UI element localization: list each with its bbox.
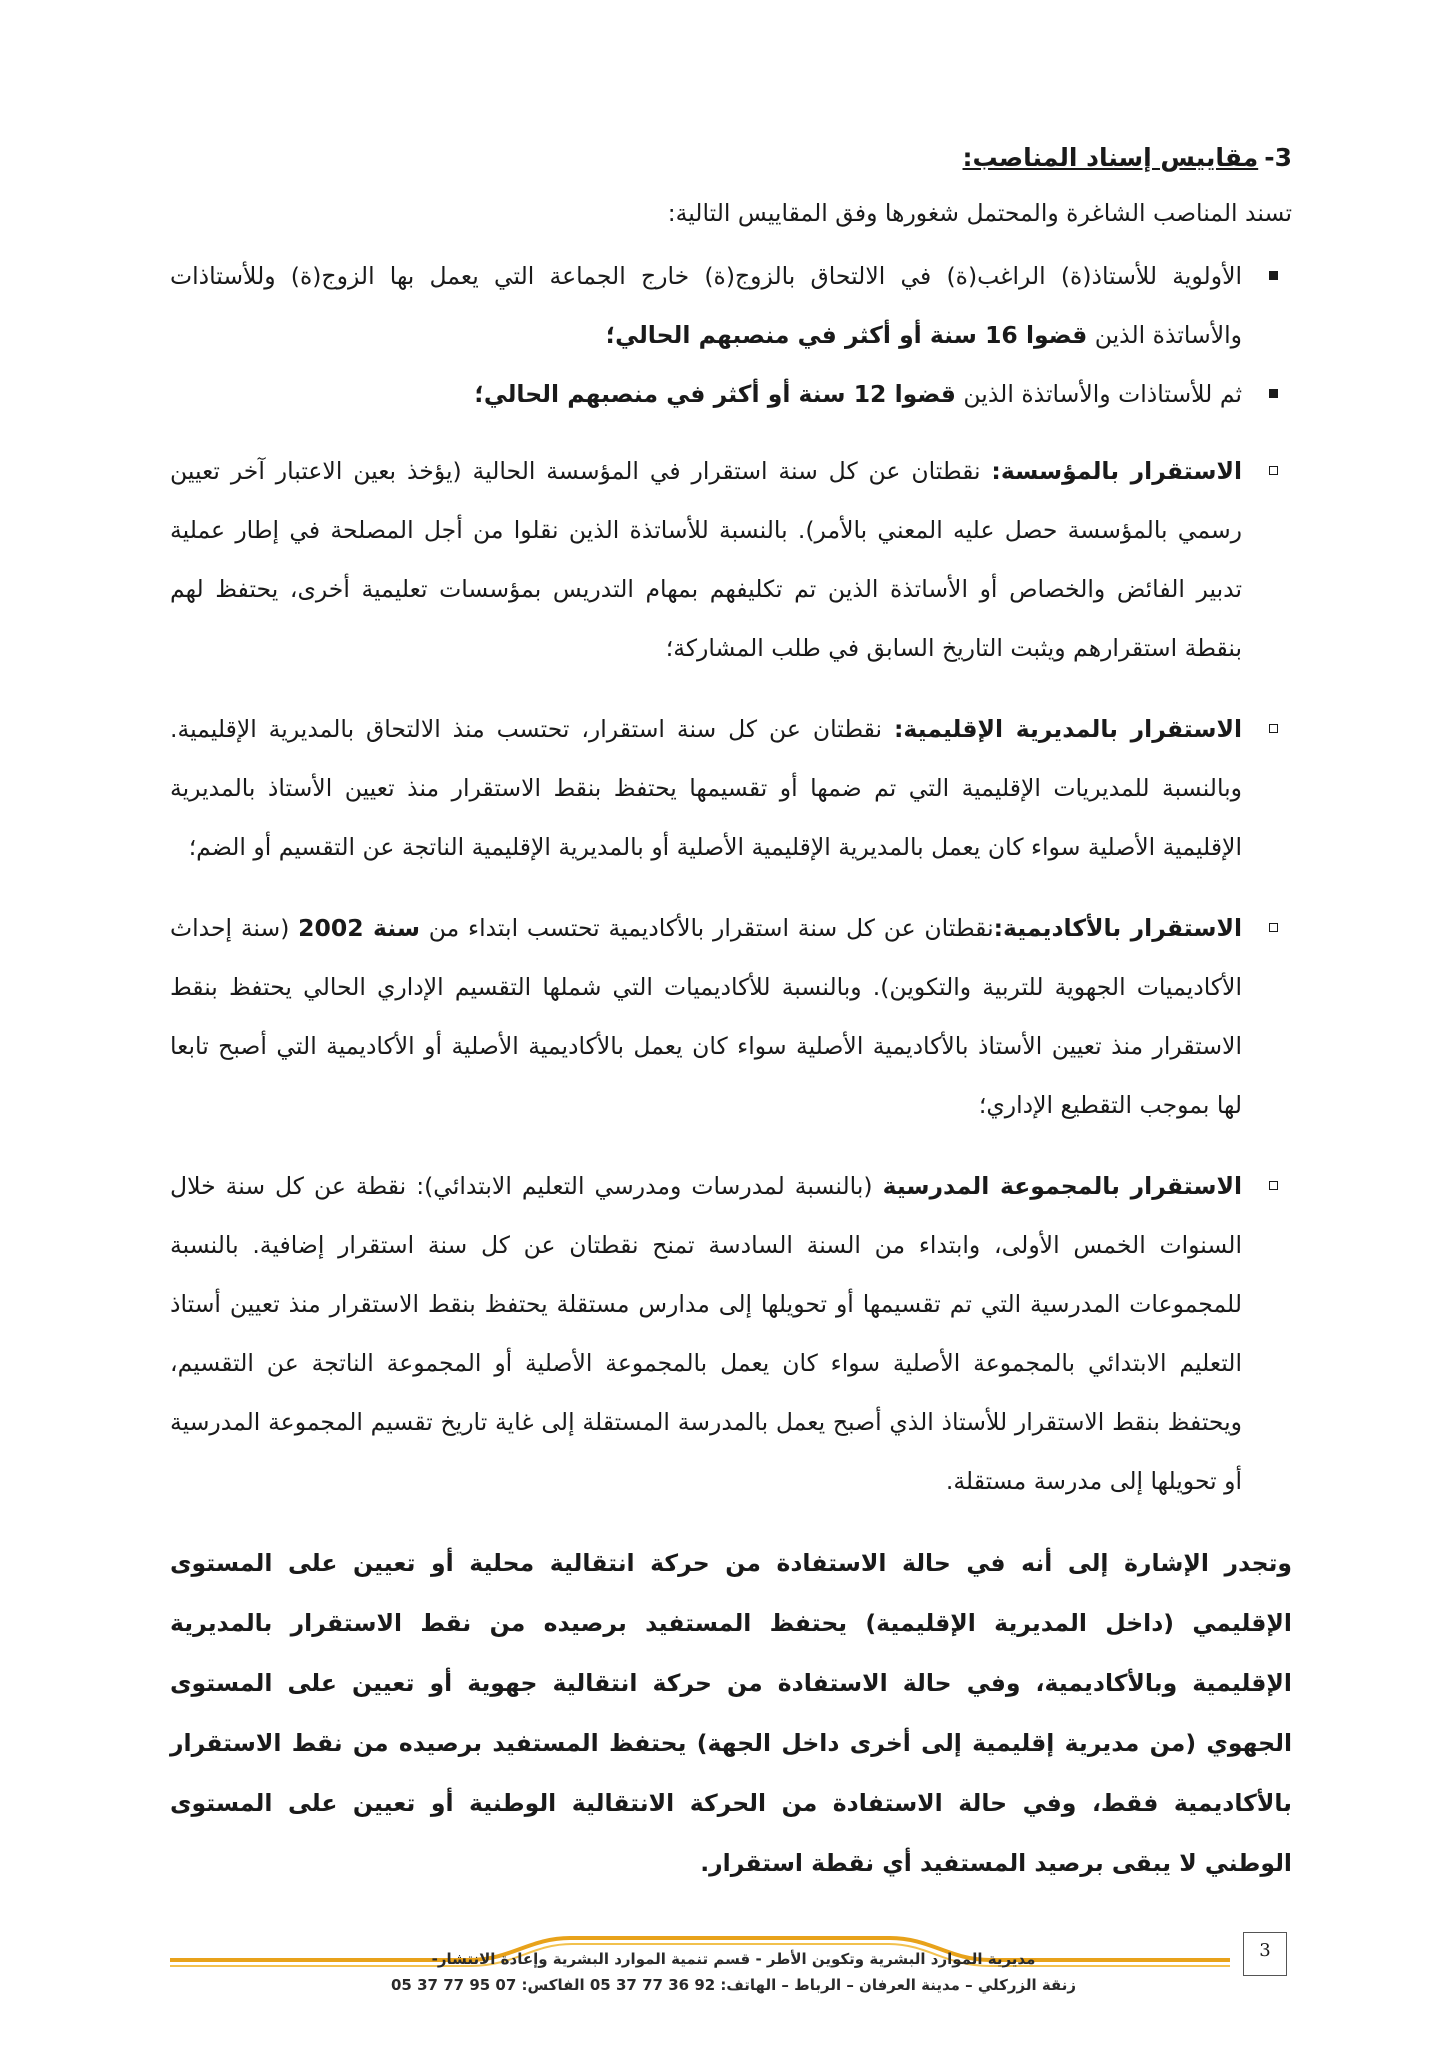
criteria-list bbox=[170, 442, 1292, 1511]
square-bullet-icon bbox=[1269, 271, 1278, 280]
criterion-title: الاستقرار بالمديرية الإقليمية: bbox=[893, 715, 1242, 743]
priority-item bbox=[170, 365, 1292, 424]
hollow-square-bullet-icon bbox=[1269, 724, 1278, 733]
priority-bold-text: قضوا 16 سنة أو أكثر في منصبهم الحالي؛ bbox=[605, 321, 1088, 349]
criterion-bold-year: سنة 2002 bbox=[298, 914, 420, 942]
square-bullet-icon bbox=[1269, 389, 1278, 398]
priority-text: ثم للأستاذات والأساتذة الذين bbox=[955, 380, 1242, 408]
priority-bold-text: قضوا 12 سنة أو أكثر في منصبهم الحالي؛ bbox=[474, 380, 956, 408]
section-heading bbox=[170, 135, 1292, 181]
hollow-square-bullet-icon bbox=[1269, 923, 1278, 932]
criterion-title: الاستقرار بالأكاديمية: bbox=[993, 914, 1242, 942]
section-number: 3- bbox=[1264, 143, 1292, 172]
page-content bbox=[170, 135, 1292, 1893]
hollow-square-bullet-icon bbox=[1269, 1181, 1278, 1190]
priority-text: الأولوية للأستاذ(ة) الراغب(ة) في الالتحاق بالزوج(ة) خارج الجماعة التي يعمل بها الزوج(ة) وللأستاذات والأساتذة الذين bbox=[170, 262, 1242, 349]
criterion-text: نقطتان عن كل سنة استقرار، تحتسب منذ الالتحاق بالمديرية الإقليمية. وبالنسبة للمديريات الإقليمية التي تم ضمها أو تقسيمها يحتفظ بنقط الاستقرار منذ تعيين الأستاذ بالمديرية الإقليمية الأصلية سواء كان يعمل بالمديرية الإقليمية الأصلية أو بالمديرية الإقليمية الناتجة عن التقسيم أو الضم؛ bbox=[170, 715, 1242, 861]
section-title: مقاييس إسناد المناصب: bbox=[962, 143, 1259, 172]
criterion-text-after: (سنة إحداث الأكاديميات الجهوية للتربية والتكوين). وبالنسبة للأكاديميات التي شملها التقسيم الإداري الحالي يحتفظ بنقط الاستقرار منذ تعيين الأستاذ بالأكاديمية الأصلية سواء كان يعمل بالأكاديمية الأصلية أو الأكاديمية التي أصبح تابعا لها بموجب التقطيع الإداري؛ bbox=[170, 914, 1242, 1119]
criterion-item bbox=[170, 899, 1292, 1135]
intro-paragraph: تسند المناصب الشاغرة والمحتمل شغورها وفق المقاييس التالية: bbox=[667, 199, 1292, 227]
criterion-item bbox=[170, 700, 1292, 877]
criterion-text: (بالنسبة لمدرسات ومدرسي التعليم الابتدائي): نقطة عن كل سنة خلال السنوات الخمس الأولى، وابتداء من السنة السادسة تمنح نقطتان عن كل سنة استقرار إضافية. بالنسبة للمجموعات المدرسية التي تم تقسيمها أو تحويلها إلى مدارس مستقلة يحتفظ بنقط الاستقرار منذ تعيين أستاذ التعليم الابتدائي بالمجموعة الأصلية سواء كان يعمل بالمجموعة الأصلية أو المجموعة الناتجة عن التقسيم، ويحتفظ بنقط الاستقرار للأستاذ الذي أصبح يعمل بالمدرسة المستقلة إلى غاية تاريخ تقسيم المجموعة المدرسية أو تحويلها إلى مدرسة مستقلة. bbox=[170, 1172, 1242, 1495]
criterion-text: نقطتان عن كل سنة استقرار في المؤسسة الحالية (يؤخذ بعين الاعتبار آخر تعيين رسمي بالمؤسسة حصل عليه المعني بالأمر). بالنسبة للأساتذة الذين نقلوا من أجل المصلحة في إطار عملية تدبير الفائض والخصاص أو الأساتذة الذين تم تكليفهم بمهام التدريس بمؤسسات تعليمية أخرى، يحتفظ لهم بنقطة استقرارهم ويثبت التاريخ السابق في طلب المشاركة؛ bbox=[170, 457, 1242, 662]
footer-contact: زنقة الزركلي – مدينة العرفان – الرباط – الهاتف: 92 36 77 37 05 الفاكس: 07 95 77 37 05 bbox=[390, 1976, 1076, 1994]
priority-list bbox=[170, 247, 1292, 424]
criterion-text: نقطتان عن كل سنة استقرار بالأكاديمية تحتسب ابتداء من bbox=[420, 914, 994, 942]
footer-directorate: مديرية الموارد البشرية وتكوين الأطر - قسم تنمية الموارد البشرية وإعادة الانتشار- bbox=[431, 1950, 1036, 1968]
criterion-title: الاستقرار بالمجموعة المدرسية bbox=[882, 1172, 1243, 1200]
hollow-square-bullet-icon bbox=[1269, 466, 1278, 475]
closing-note: وتجدر الإشارة إلى أنه في حالة الاستفادة من حركة انتقالية محلية أو تعيين على المستوى الإقليمي (داخل المديرية الإقليمية) يحتفظ المستفيد برصيده من نقط الاستقرار بالمديرية الإقليمية وبالأكاديمية، وفي حالة الاستفادة من حركة انتقالية جهوية أو تعيين على المستوى الجهوي (من مديرية إقليمية إلى أخرى داخل الجهة) يحتفظ المستفيد برصيده من نقط الاستقرار بالأكاديمية فقط، وفي حالة الاستفادة من الحركة الانتقالية الوطنية أو تعيين على المستوى الوطني لا يبقى برصيد المستفيد أي نقطة استقرار. bbox=[170, 1549, 1292, 1877]
priority-item bbox=[170, 247, 1292, 365]
criterion-title: الاستقرار بالمؤسسة: bbox=[991, 457, 1243, 485]
page-number: 3 bbox=[1243, 1932, 1287, 1976]
criterion-item bbox=[170, 442, 1292, 678]
criterion-item bbox=[170, 1157, 1292, 1511]
page-footer bbox=[170, 1930, 1297, 2020]
